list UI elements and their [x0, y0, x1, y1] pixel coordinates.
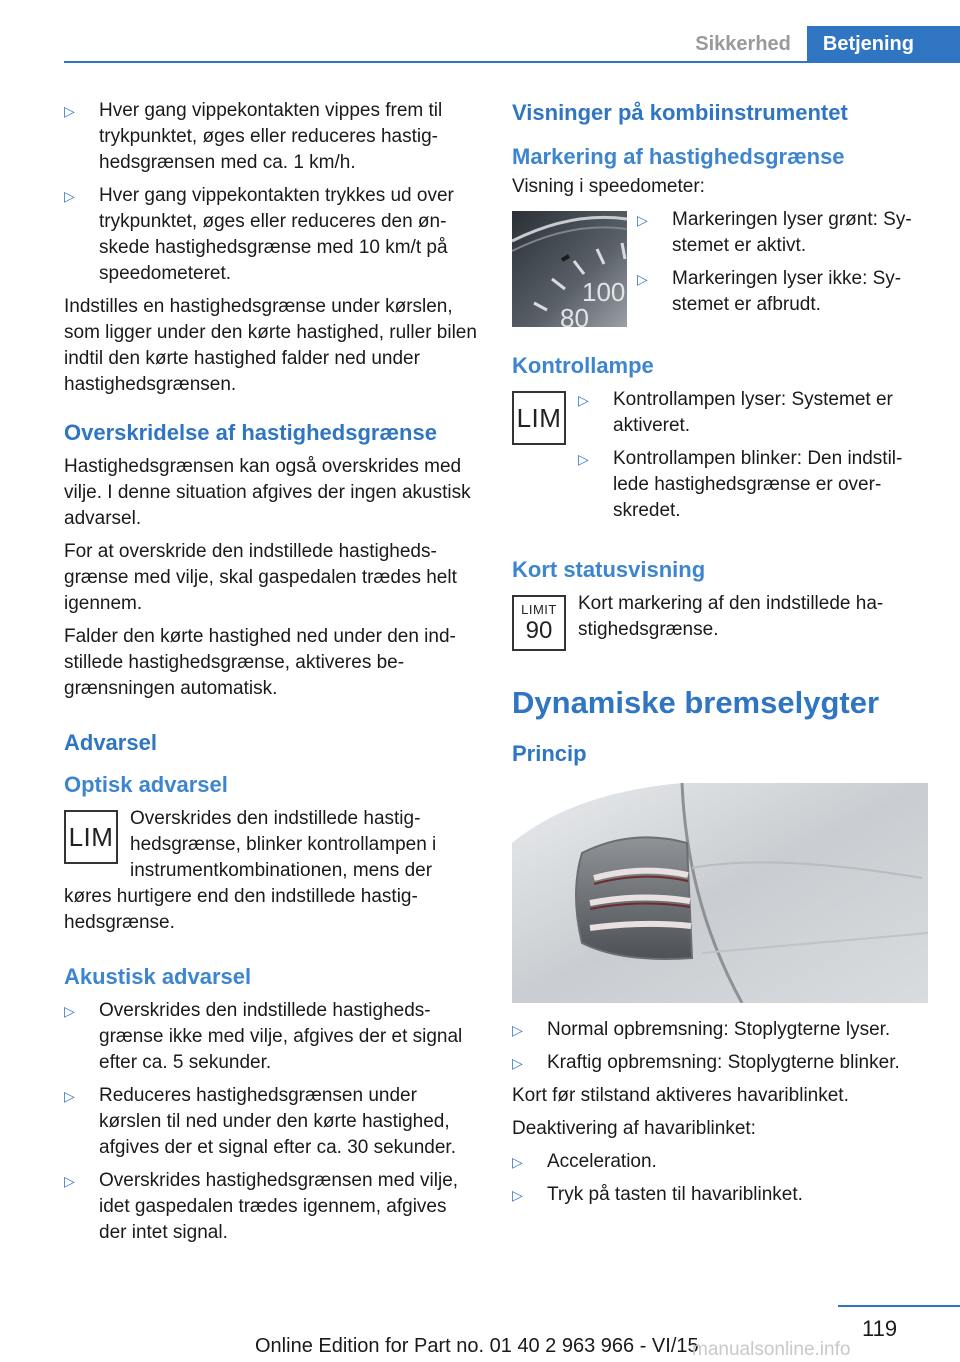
- paragraph: Indstilles en hastighedsgrænse under kørslen, som ligger under den kørte hastighed, ruller bilen indtil den kørte hastighed falder ned under hastighedsgrænsen.: [64, 296, 477, 395]
- list-item-text: Markeringen lyser ikke: Systemet er afbrudt.: [672, 268, 902, 315]
- paragraph: Deaktivering af havariblinket:: [512, 1118, 756, 1139]
- page-number: 119: [862, 1316, 898, 1341]
- list-item-text: Kontrollampen blinker: Den indstillede hastighedsgrænse er overskredet.: [613, 448, 903, 521]
- heading-advarsel: Advarsel: [64, 730, 157, 755]
- list-item: [64, 1168, 479, 1246]
- list-item: [637, 207, 928, 259]
- list-item: [637, 266, 928, 318]
- speedometer-block: [512, 207, 928, 327]
- list-item: [64, 1083, 479, 1161]
- heading-princip: Princip: [512, 741, 587, 766]
- bullet-triangle-icon: ▷: [64, 188, 75, 204]
- list-item-text: Overskrides hastighedsgrænsen med vilje, idet gaspedalen trædes igennem, afgives der intet signal.: [99, 1170, 459, 1243]
- list-item-text: Reduceres hastighedsgrænsen under kørslen til ned under den kørte hastighed, afgives der et signal efter ca. 30 sekunder.: [99, 1085, 456, 1158]
- tab-sikkerhed[interactable]: Sikkerhed: [679, 26, 807, 62]
- list-item-text: Overskrides den indstillede hastighedsgrænse ikke med vilje, afgives der et signal efter ca. 5 sekunder.: [99, 1000, 463, 1073]
- list-item: [512, 1017, 928, 1043]
- list-item-text: Hver gang vippekontakten vippes frem til trykpunktet, øges eller reduceres hastighedsgrænsen med ca. 1 km/h.: [99, 100, 443, 173]
- speedo-number-100: 100: [582, 277, 626, 307]
- paragraph: Hastighedsgrænsen kan også overskrides med vilje. I denne situation afgives der ingen akustisk advarsel.: [64, 456, 471, 529]
- lim-warning-icon: LIM: [64, 810, 118, 864]
- watermark: manualsonline.info: [692, 1339, 851, 1360]
- list-item-text: Normal opbremsning: Stoplygterne lyser.: [547, 1019, 891, 1040]
- list-item: [512, 1149, 928, 1175]
- bullet-triangle-icon: ▷: [64, 1173, 75, 1189]
- bullet-triangle-icon: ▷: [64, 1088, 75, 1104]
- bullet-triangle-icon: ▷: [512, 1154, 523, 1170]
- list-item: [64, 98, 479, 176]
- heading-kort-statusvisning: Kort statusvisning: [512, 557, 706, 582]
- list-item-text: Acceleration.: [547, 1151, 657, 1172]
- bullet-triangle-icon: ▷: [637, 271, 648, 287]
- bullet-triangle-icon: ▷: [578, 392, 589, 408]
- heading-visninger: Visninger på kombiinstrumentet: [512, 100, 848, 125]
- optisk-block: [64, 806, 479, 936]
- list-item-text: Hver gang vippekontakten trykkes ud over trykpunktet, øges eller reduceres den ønskede hastighedsgrænse med 10 km/t på speedometeret.: [99, 185, 454, 284]
- list-item-text: Tryk på tasten til havariblinket.: [547, 1184, 803, 1205]
- list-item: [512, 1050, 928, 1076]
- kontrollampe-list: [578, 387, 928, 531]
- paragraph: Kort før stilstand aktiveres havariblinket.: [512, 1085, 849, 1106]
- bullet-triangle-icon: ▷: [512, 1055, 523, 1071]
- header-tabs: [679, 26, 960, 62]
- list-item: [578, 446, 928, 524]
- heading-kontrollampe: Kontrollampe: [512, 353, 654, 378]
- heading-markering: Markering af hastighedsgrænse: [512, 144, 845, 169]
- list-item: [578, 387, 928, 439]
- speedo-number-80: 80: [560, 303, 589, 327]
- limit-90-icon: [512, 595, 566, 651]
- heading-overskridelse: Overskridelse af hastighedsgrænse: [64, 420, 437, 445]
- list-item: [64, 183, 479, 287]
- kort-block: [512, 591, 928, 651]
- bullet-triangle-icon: ▷: [512, 1187, 523, 1203]
- kontrollampe-block: [512, 387, 928, 531]
- heading-optisk-advarsel: Optisk advarsel: [64, 772, 228, 797]
- header-rule: [64, 61, 960, 63]
- paragraph: For at overskride den indstillede hastighedsgrænse med vilje, skal gaspedalen trædes helt igennem.: [64, 541, 457, 614]
- footer-rule: [838, 1305, 960, 1307]
- heading-akustisk-advarsel: Akustisk advarsel: [64, 964, 252, 989]
- left-column: [64, 98, 479, 1253]
- lim-indicator-icon: LIM: [512, 391, 566, 445]
- bullet-triangle-icon: ▷: [637, 212, 648, 228]
- paragraph: Falder den kørte hastighed ned under den indstillede hastighedsgrænse, aktiveres begrænsningen automatisk.: [64, 626, 456, 699]
- visning-label: Visning i speedometer:: [512, 176, 705, 197]
- bullet-triangle-icon: ▷: [64, 1003, 75, 1019]
- optisk-text: Overskrides den indstillede hastighedsgrænse, blinker kontrollampen i instrumentkombinationen, mens der køres hurtigere end den indstillede hastighedsgrænse.: [64, 808, 437, 933]
- list-item: [64, 998, 479, 1076]
- right-column: [512, 98, 928, 1215]
- tab-betjening[interactable]: Betjening: [807, 26, 960, 62]
- limit-icon-value: 90: [525, 617, 553, 644]
- edition-text: Online Edition for Part no. 01 40 2 963 966 - VI/15: [255, 1335, 699, 1357]
- bullet-triangle-icon: ▷: [512, 1022, 523, 1038]
- list-item-text: Markeringen lyser grønt: Systemet er aktivt.: [672, 209, 912, 256]
- list-item-text: Kontrollampen lyser: Systemet er aktiveret.: [613, 389, 893, 436]
- list-item-text: Kraftig opbremsning: Stoplygterne blinker.: [547, 1052, 900, 1073]
- list-item: [512, 1182, 928, 1208]
- bullet-triangle-icon: ▷: [578, 451, 589, 467]
- heading-dynamiske-bremselygter: Dynamiske bremselygter: [512, 685, 880, 720]
- brake-light-image: [512, 783, 928, 1003]
- bullet-triangle-icon: ▷: [64, 103, 75, 119]
- limit-icon-label: LIMIT: [521, 602, 557, 617]
- speedometer-image: [512, 211, 627, 327]
- markering-list: [637, 207, 928, 327]
- kort-text: Kort markering af den indstillede hastighedsgrænse.: [578, 593, 884, 640]
